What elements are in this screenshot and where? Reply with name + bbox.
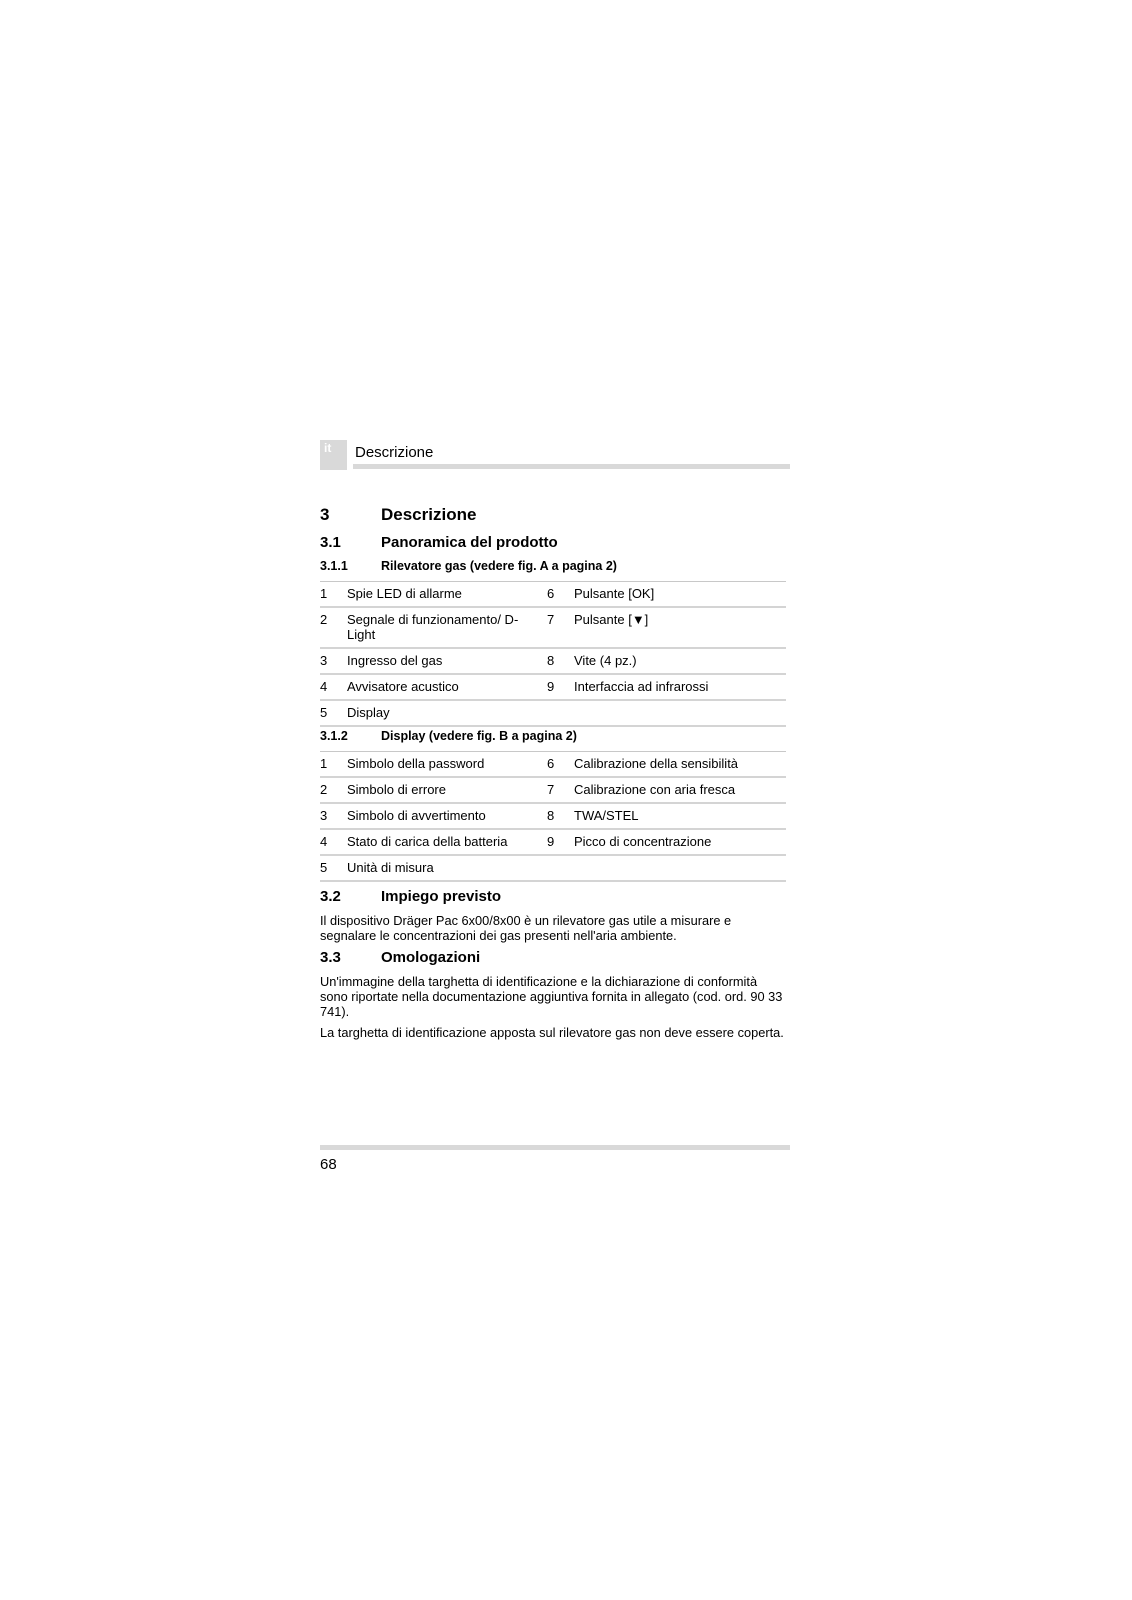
section-number: 3.3 bbox=[320, 949, 341, 966]
item-label: TWA/STEL bbox=[574, 808, 639, 823]
item-number: 9 bbox=[547, 679, 555, 694]
item-number: 8 bbox=[547, 653, 555, 668]
table-row bbox=[320, 649, 786, 675]
page-number: 68 bbox=[320, 1156, 337, 1173]
item-number: 6 bbox=[547, 756, 555, 771]
item-number: 7 bbox=[547, 612, 555, 627]
section-heading-3-2 bbox=[320, 888, 786, 911]
header-title: Descrizione bbox=[355, 444, 434, 461]
item-label: Unità di misura bbox=[347, 860, 434, 875]
item-label bbox=[574, 860, 786, 875]
section-title: Rilevatore gas (vedere fig. A a pagina 2) bbox=[381, 559, 617, 573]
table-row bbox=[320, 582, 786, 608]
item-number bbox=[547, 705, 574, 720]
item-number: 5 bbox=[320, 860, 328, 875]
legend-table-gas-detector bbox=[320, 581, 786, 727]
header-rule bbox=[353, 464, 790, 469]
item-number: 2 bbox=[320, 782, 328, 797]
section-heading-3-1-1 bbox=[320, 559, 786, 581]
item-label: Picco di concentrazione bbox=[574, 834, 712, 849]
section-heading-3 bbox=[320, 505, 786, 530]
item-number: 7 bbox=[547, 782, 555, 797]
main-content bbox=[320, 500, 786, 1046]
table-row bbox=[320, 701, 786, 727]
paragraph-approvals-1: Un'immagine della targhetta di identificazione e la dichiarazione di conformità sono riportate nella documentazione aggiuntiva fornita in allegato (cod. ord. 90 33 741). bbox=[320, 974, 783, 1019]
paragraph-approvals-2: La targhetta di identificazione apposta sul rilevatore gas non deve essere coperta. bbox=[320, 1025, 784, 1040]
item-label bbox=[574, 705, 786, 720]
section-heading-3-3 bbox=[320, 949, 786, 972]
item-number: 1 bbox=[320, 756, 328, 771]
section-number: 3.1.2 bbox=[320, 729, 348, 743]
language-tab: it bbox=[320, 440, 347, 470]
table-row bbox=[320, 675, 786, 701]
item-label: Calibrazione della sensibilità bbox=[574, 756, 739, 771]
item-number: 5 bbox=[320, 705, 328, 720]
section-heading-3-1 bbox=[320, 534, 786, 557]
table-row bbox=[320, 856, 786, 882]
table-row bbox=[320, 830, 786, 856]
item-label: Pulsante [OK] bbox=[574, 586, 655, 601]
legend-table-display bbox=[320, 751, 786, 882]
table-row bbox=[320, 778, 786, 804]
section-number: 3.1.1 bbox=[320, 559, 348, 573]
item-number: 4 bbox=[320, 834, 328, 849]
item-label: Spie LED di allarme bbox=[347, 586, 462, 601]
item-number: 9 bbox=[547, 834, 555, 849]
item-label: Segnale di funzionamento/ D-Light bbox=[347, 612, 519, 642]
section-number: 3 bbox=[320, 505, 330, 524]
item-number: 3 bbox=[320, 808, 328, 823]
footer-rule bbox=[320, 1145, 790, 1150]
table-row bbox=[320, 752, 786, 778]
section-heading-3-1-2 bbox=[320, 729, 786, 751]
page-header bbox=[320, 440, 790, 470]
item-label: Calibrazione con aria fresca bbox=[574, 782, 736, 797]
paragraph-intended-use: Il dispositivo Dräger Pac 6x00/8x00 è un rilevatore gas utile a misurare e segnalare le concentrazioni dei gas presenti nell'aria ambiente. bbox=[320, 913, 732, 943]
item-label: Display bbox=[347, 705, 390, 720]
item-label: Simbolo di avvertimento bbox=[347, 808, 486, 823]
item-number: 3 bbox=[320, 653, 328, 668]
item-number: 8 bbox=[547, 808, 555, 823]
item-number: 1 bbox=[320, 586, 328, 601]
item-label: Vite (4 pz.) bbox=[574, 653, 637, 668]
section-number: 3.1 bbox=[320, 534, 341, 551]
section-title: Display (vedere fig. B a pagina 2) bbox=[381, 729, 577, 743]
item-number bbox=[547, 860, 574, 875]
item-label: Simbolo di errore bbox=[347, 782, 446, 797]
item-label: Avvisatore acustico bbox=[347, 679, 459, 694]
section-title: Omologazioni bbox=[381, 949, 481, 966]
table-row bbox=[320, 804, 786, 830]
item-label: Interfaccia ad infrarossi bbox=[574, 679, 709, 694]
item-number: 2 bbox=[320, 612, 328, 627]
section-title: Descrizione bbox=[381, 505, 477, 524]
item-label: Simbolo della password bbox=[347, 756, 485, 771]
item-number: 4 bbox=[320, 679, 328, 694]
section-title: Panoramica del prodotto bbox=[381, 534, 558, 551]
item-label: Ingresso del gas bbox=[347, 653, 443, 668]
section-title: Impiego previsto bbox=[381, 888, 502, 905]
section-number: 3.2 bbox=[320, 888, 341, 905]
item-number: 6 bbox=[547, 586, 555, 601]
item-label: Stato di carica della batteria bbox=[347, 834, 508, 849]
table-row bbox=[320, 608, 786, 649]
item-label: Pulsante [▼] bbox=[574, 612, 649, 627]
